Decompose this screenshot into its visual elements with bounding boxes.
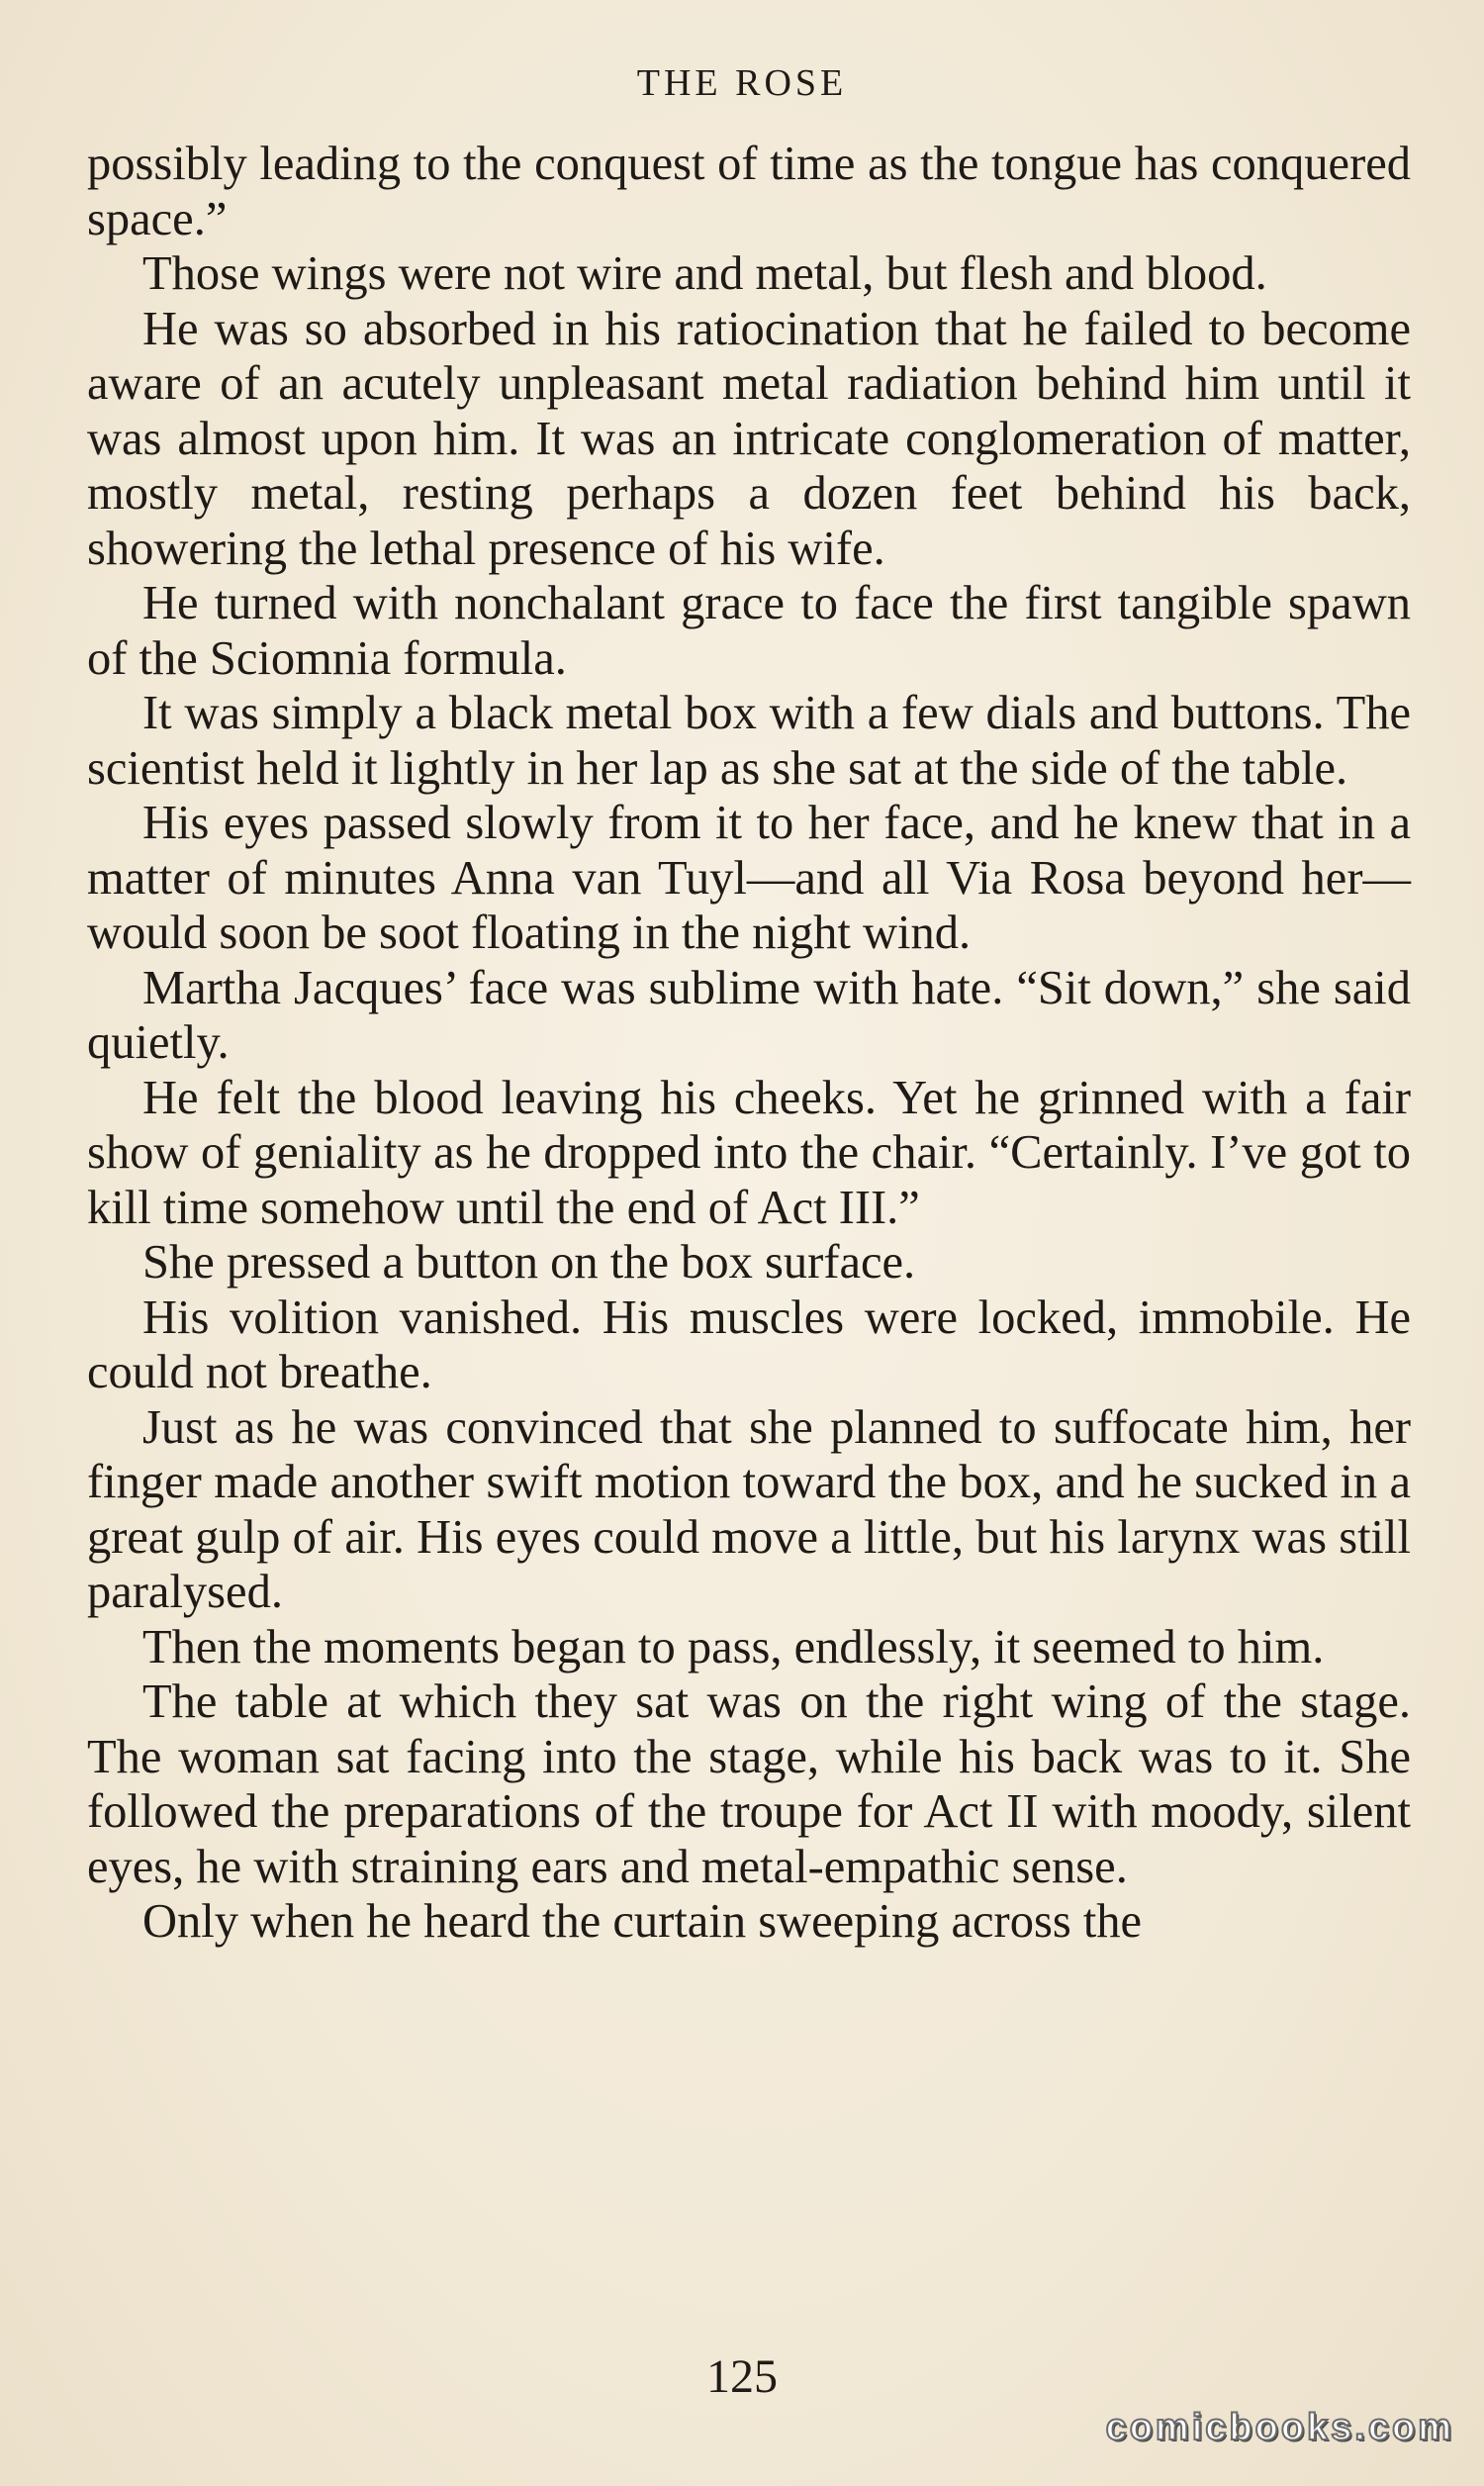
paragraph-11: Just as he was convinced that she planned to suffocate him, her finger made another swift motion toward the box, and he sucked in a great gulp of air. His eyes could move a little, but his larynx was still paralysed. — [87, 1400, 1411, 1618]
paragraph-1: possibly leading to the conquest of time as the tongue has conquered space.” — [87, 138, 1411, 245]
body-text — [87, 137, 1411, 1950]
paragraph-4: He turned with nonchalant grace to face the first tangible spawn of the Sciomnia formula. — [87, 577, 1411, 685]
paragraph-3: He was so absorbed in his ratiocination that he failed to become aware of an acutely unpleasant metal radiation behind him until it was almost upon him. It was an intricate conglomeration of matter, mostly metal, resting perhaps a dozen feet behind his back, showering the lethal presence of his wife. — [87, 302, 1411, 575]
page-number: 125 — [706, 2350, 778, 2403]
watermark: comicbooks.com — [1105, 2407, 1454, 2448]
paragraph-10: His volition vanished. His muscles were locked, immobile. He could not breathe. — [87, 1291, 1411, 1398]
paragraph-9: She pressed a button on the box surface. — [142, 1236, 916, 1289]
paragraph-2: Those wings were not wire and metal, but flesh and blood. — [142, 247, 1267, 300]
paragraph-7: Martha Jacques’ face was sublime with hate. “Sit down,” she said quietly. — [87, 961, 1411, 1069]
paragraph-14: Only when he heard the curtain sweeping across the — [142, 1895, 1143, 1948]
paragraph-8: He felt the blood leaving his cheeks. Yet he grinned with a fair show of geniality as he dropped into the chair. “Certainly. I’ve got to kill time somehow until the end of Act III.” — [87, 1071, 1411, 1234]
paragraph-13: The table at which they sat was on the right wing of the stage. The woman sat facing into the stage, while his back was to it. She followed the preparations of the troupe for Act II with moody, silent eyes, he with straining ears and metal-empathic sense. — [87, 1675, 1411, 1893]
paragraph-12: Then the moments began to pass, endlessly, it seemed to him. — [142, 1620, 1325, 1673]
running-head: THE ROSE — [636, 62, 848, 104]
paragraph-5: It was simply a black metal box with a few dials and buttons. The scientist held it lightly in her lap as she sat at the side of the table. — [87, 687, 1411, 795]
paragraph-6: His eyes passed slowly from it to her face, and he knew that in a matter of minutes Anna van Tuyl—and all Via Rosa beyond her—would soon be soot floating in the night wind. — [87, 797, 1411, 959]
